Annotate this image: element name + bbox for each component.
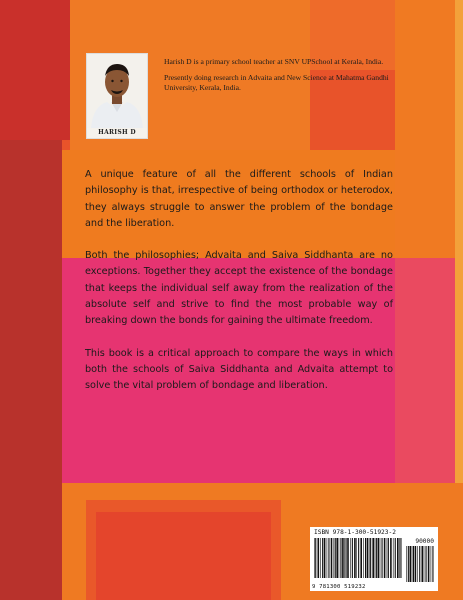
- color-block: [0, 483, 62, 600]
- isbn-text: ISBN 978-1-300-51923-2: [314, 529, 396, 536]
- barcode-digits: 9 781300 519232: [312, 584, 366, 590]
- author-portrait-image: [87, 54, 147, 128]
- author-bio: [164, 57, 394, 99]
- color-block: [395, 258, 455, 483]
- price-code: 90000: [415, 538, 434, 545]
- description-paragraph: Both the philosophies; Advaita and Saiva Siddhanta are no exceptions. Together they accept the existence of the bondage that keeps the individual self away from the realization of the absolute self and strive to find the most probable way of breaking down the bonds for gaining the ultimate freedom.: [85, 250, 393, 327]
- book-description: [85, 167, 393, 411]
- barcode-bars: [314, 538, 402, 582]
- bio-paragraph: Harish D is a primary school teacher at SNV UPSchool at Kerala, India.: [164, 57, 384, 66]
- addon-barcode-bars: [406, 546, 434, 582]
- photo-caption: HARISH D: [98, 129, 136, 136]
- color-block: [0, 0, 70, 140]
- author-photo: [86, 53, 148, 139]
- color-block: [96, 512, 271, 600]
- description-paragraph: A unique feature of all the different schools of Indian philosophy is that, irrespective of being orthodox or heterodox, they always struggle to answer the problem of the bondage and the liberation.: [85, 169, 393, 229]
- description-paragraph: This book is a critical approach to compare the ways in which both the schools of Saiva Siddhanta and Advaita attempt to solve the vital problem of bondage and liberation.: [85, 347, 393, 392]
- isbn-barcode: [310, 527, 438, 591]
- bio-paragraph: Presently doing research in Advaita and New Science at Mahatma Gandhi University, Kerala, India.: [164, 73, 389, 92]
